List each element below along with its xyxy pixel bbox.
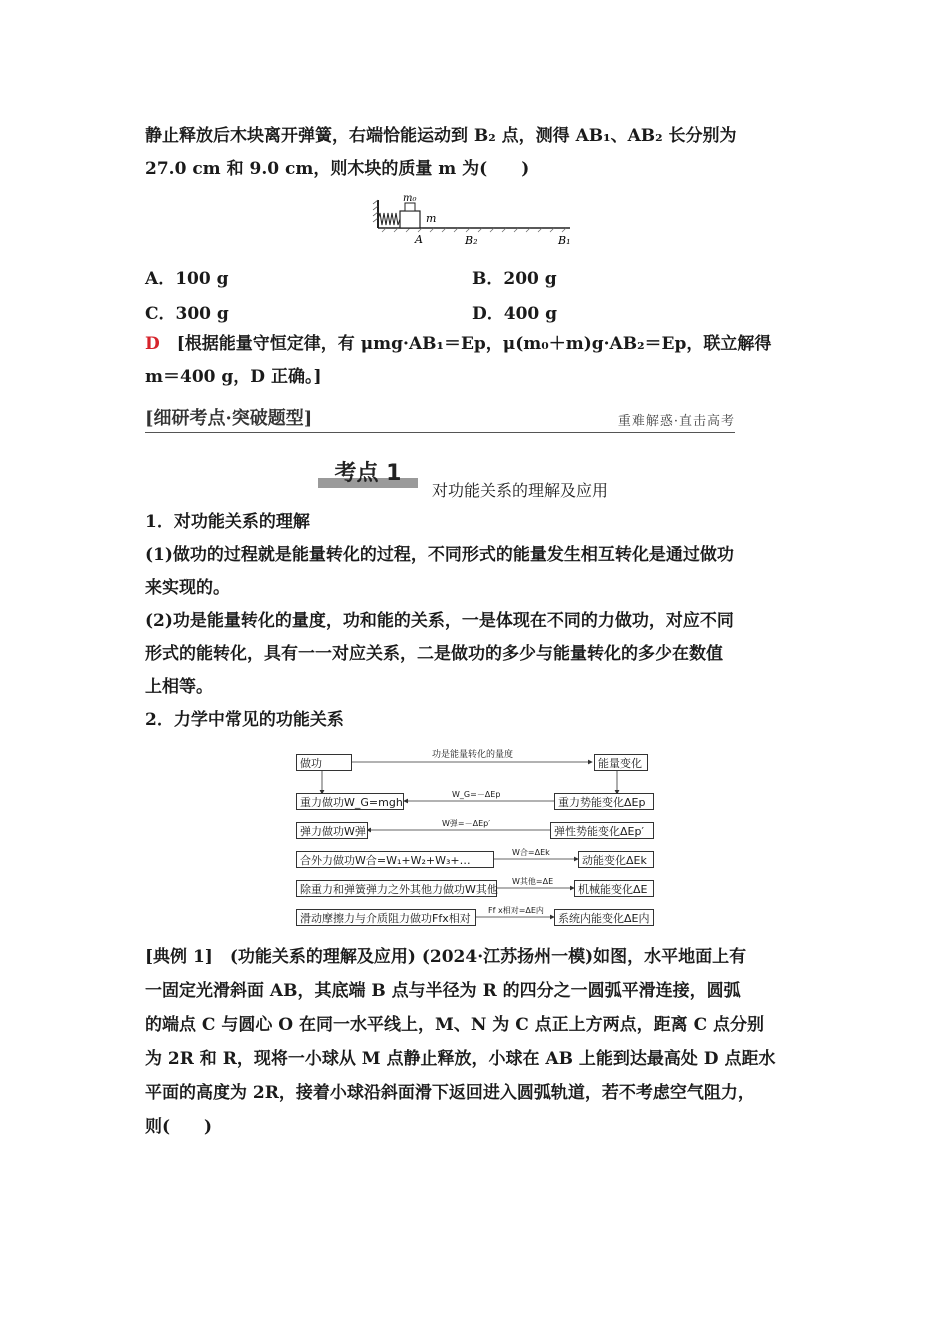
work-energy-diagram: [292, 742, 660, 932]
section-header-right: 重难解惑·直击高考: [617, 414, 735, 429]
example-line-3: 的端点 C 与圆心 O 在同一水平线上，M、N 为 C 点正上方两点，距离 C 点分别: [145, 1015, 765, 1035]
diagram-row5-left: 滑动摩擦力与介质阻力做功Ffx相对: [296, 909, 476, 926]
diagram-top-label: 功是能量转化的量度: [432, 750, 514, 760]
point1-p2-line1: (2)功是能量转化的量度，功和能的关系，一是体现在不同的力做功，对应不同: [145, 611, 734, 631]
answer-line-1: [根据能量守恒定律，有 μmg·AB₁＝Ep，μ(m₀＋m)g·AB₂＝Ep，联立解得: [176, 334, 772, 354]
point1-p1-line2: 来实现的。: [145, 578, 230, 598]
label-A: A: [415, 233, 423, 246]
diagram-row5-mid: Ff x相对=ΔE内: [488, 906, 544, 915]
spring-block-figure: [370, 192, 575, 252]
example-line-5: 平面的高度为 2R，接着小球沿斜面滑下返回进入圆弧轨道，若不考虑空气阻力，: [145, 1083, 755, 1103]
diagram-row2-left: 弹力做功W弹: [296, 822, 368, 839]
diagram-row4-mid: W其他=ΔE: [512, 877, 554, 886]
diagram-energy-box: 能量变化: [594, 754, 648, 771]
diagram-row3-left: 合外力做功W合=W₁+W₂+W₃+…: [296, 851, 494, 868]
example-line-2: 一固定光滑斜面 AB，其底端 B 点与半径为 R 的四分之一圆弧平滑连接，圆弧: [145, 981, 741, 1001]
point1-heading: 1．对功能关系的理解: [145, 512, 310, 532]
kaodian-title: 对功能关系的理解及应用: [432, 481, 609, 500]
option-b: B．200 g: [472, 269, 557, 289]
example-line-1: [典例 1] (功能关系的理解及应用) (2024·江苏扬州一模)如图，水平地面上有: [145, 947, 747, 967]
answer-paragraph: [145, 328, 815, 394]
section-header-left: [细研考点·突破题型]: [145, 408, 313, 429]
diagram-row3-right: 动能变化ΔEk: [578, 851, 654, 868]
label-m: m: [426, 212, 437, 225]
option-d: D．400 g: [472, 304, 558, 324]
diagram-row2-mid: W弹=－ΔEp′: [442, 819, 491, 828]
point2-heading: 2．力学中常见的功能关系: [145, 710, 344, 730]
diagram-row3-mid: W合=ΔEk: [512, 848, 550, 857]
point1-p2-line2: 形式的能转化，具有一一对应关系，二是做功的多少与能量转化的多少在数值: [145, 644, 723, 664]
option-c: C．300 g: [145, 304, 229, 324]
answer-letter: D: [145, 334, 160, 354]
label-m0: m₀: [403, 193, 417, 204]
diagram-row2-right: 弹性势能变化ΔEp′: [550, 822, 654, 839]
diagram-row1-mid: W_G=－ΔEp: [452, 790, 501, 799]
label-B2: B₂: [465, 234, 478, 247]
diagram-work-box: 做功: [296, 754, 352, 771]
intro-line-2: 27.0 cm 和 9.0 cm，则木块的质量 m 为( ): [145, 159, 530, 179]
diagram-row5-right: 系统内能变化ΔE内: [554, 909, 654, 926]
kaodian-badge-text: 考点 1: [334, 461, 402, 486]
diagram-row1-right: 重力势能变化ΔEp: [554, 793, 654, 810]
example-line-4: 为 2R 和 R，现将一小球从 M 点静止释放，小球在 AB 上能到达最高处 D 点距水: [145, 1049, 776, 1069]
intro-line-1: 静止释放后木块离开弹簧，右端恰能运动到 B₂ 点，测得 AB₁、AB₂ 长分别为: [145, 126, 737, 146]
label-B1: B₁: [558, 234, 571, 247]
answer-line-2: m＝400 g，D 正确。]: [145, 367, 322, 387]
example-block: [145, 940, 815, 1144]
diagram-row4-left: 除重力和弹簧弹力之外其他力做功W其他: [296, 880, 497, 897]
point1-p1-line1: (1)做功的过程就是能量转化的过程，不同形式的能量发生相互转化是通过做功: [145, 545, 734, 565]
kaodian-badge: [318, 456, 418, 490]
example-line-6: 则( ): [145, 1117, 213, 1137]
section-header: [145, 402, 735, 433]
diagram-row1-left: 重力做功W_G=mgh: [296, 793, 404, 810]
diagram-row4-right: 机械能变化ΔE: [574, 880, 654, 897]
point1-p2-line3: 上相等。: [145, 677, 213, 697]
point1-block: [145, 506, 815, 737]
intro-paragraph: [145, 120, 815, 186]
option-a: A．100 g: [145, 269, 229, 289]
